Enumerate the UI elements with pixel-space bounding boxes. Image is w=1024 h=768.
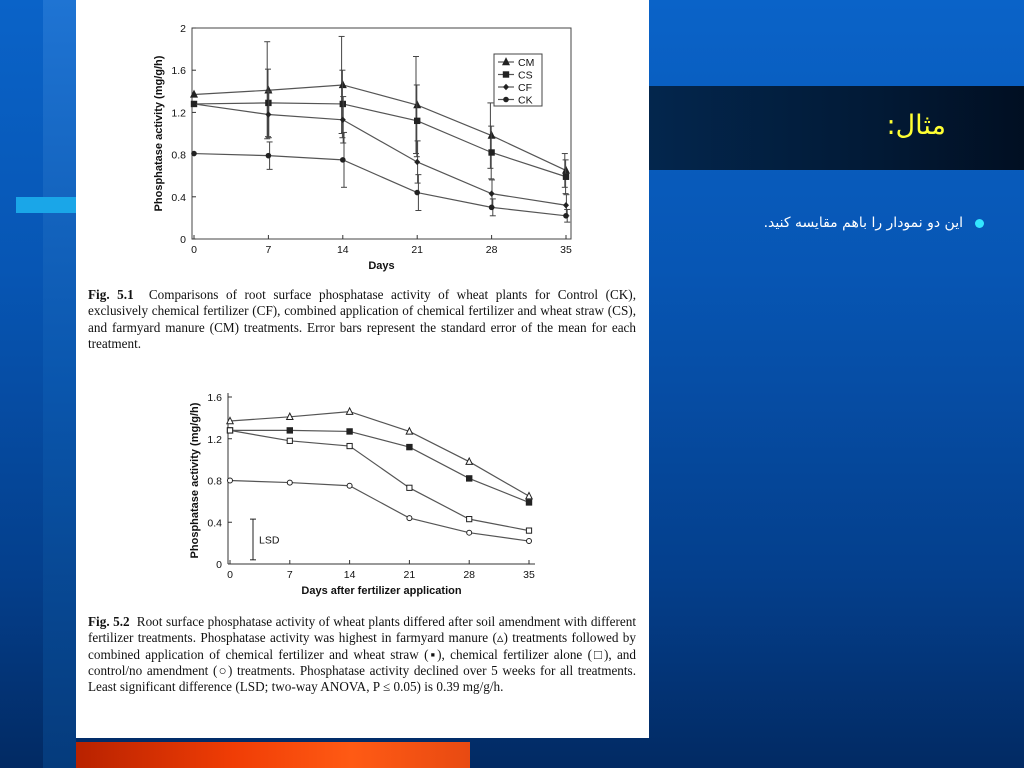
data-point-2: [227, 428, 232, 433]
figure1-caption-text: Comparisons of root surface phosphatase activity of wheat plants for Control (CK), exclusively chemical fertilizer (CF), combined application of chemical fertilizer and wheat straw (CS), and farmyard manure (CM) treatments. Error bars represent the standard error of the mean for each treatment.: [88, 287, 637, 351]
x-tick-label: 21: [411, 244, 424, 256]
x-tick-label: 28: [485, 244, 498, 256]
figure2-caption-text: Root surface phosphatase activity of wheat plants differed after soil amendment with different fertilizer treatments. Phosphatase activity was highest in farmyard manure (▵) treatments followed by combined application of chemical fertilizer and wheat straw (▪), chemical fertilizer alone (□), and control/no amendment (○) treatments. Phosphatase activity declined over 5 weeks for all treatments. Least significant difference (LSD; two-way ANOVA, P ≤ 0.05) is 0.39 mg/g/h.: [88, 614, 636, 695]
y-tick-label: 0: [180, 234, 186, 246]
figure2-caption: [88, 614, 636, 695]
x-axis-label: Days after fertilizer application: [301, 585, 462, 597]
bullet-dot-icon: [975, 219, 984, 228]
legend-label-CF: CF: [518, 82, 532, 94]
data-point-1: [466, 475, 472, 481]
accent-bar: [16, 197, 76, 213]
y-tick-label: 1.6: [171, 65, 186, 78]
y-axis-label: Phosphatase activity (mg/g/h): [189, 402, 201, 559]
x-tick-label: 35: [523, 569, 535, 581]
y-tick-label: 0: [216, 559, 222, 571]
data-point-0: [526, 492, 532, 498]
series-line-2: [230, 430, 529, 530]
legend-label-CS: CS: [518, 69, 533, 82]
y-tick-label: 1.6: [207, 392, 222, 404]
data-point-3: [527, 539, 532, 544]
y-tick-label: 1.2: [171, 107, 186, 120]
data-point-1: [526, 499, 532, 505]
bullet-text: این دو نمودار را باهم مقایسه کنید.: [763, 215, 963, 231]
legend-label-CM: CM: [518, 57, 535, 69]
data-point-2: [347, 443, 352, 448]
y-tick-label: 0.8: [207, 475, 222, 488]
x-axis-label: Days: [368, 260, 395, 272]
figure1-caption-label: Fig. 5.1: [88, 287, 134, 302]
data-point-2: [287, 438, 292, 443]
data-point-3: [228, 478, 233, 483]
bottom-decor-bar: [76, 742, 470, 768]
slide-title: مثال:: [886, 110, 946, 141]
legend-label-CK: CK: [518, 94, 533, 107]
series-line-0: [230, 412, 529, 497]
x-tick-label: 35: [560, 244, 572, 256]
x-tick-label: 0: [227, 569, 233, 581]
series-line-3: [230, 481, 529, 542]
data-point-2: [467, 517, 472, 522]
y-tick-label: 0.4: [171, 191, 186, 204]
x-tick-label: 14: [336, 244, 349, 256]
lsd-label: LSD: [259, 534, 280, 547]
x-tick-label: 7: [265, 244, 272, 256]
y-tick-label: 1.2: [207, 433, 222, 446]
data-point-1: [406, 444, 412, 450]
x-tick-label: 28: [463, 569, 476, 581]
bullet-item: [764, 215, 984, 231]
y-tick-label: 0.8: [171, 149, 186, 162]
figure2-caption-label: Fig. 5.2: [88, 614, 130, 629]
x-tick-label: 0: [191, 244, 197, 256]
data-point-2: [526, 528, 531, 533]
y-tick-label: 0.4: [207, 517, 222, 530]
figure-image: [76, 0, 649, 738]
data-point-2: [407, 485, 412, 490]
x-tick-label: 14: [343, 569, 356, 581]
data-point-3: [467, 530, 472, 535]
data-point-3: [287, 480, 292, 485]
x-tick-label: 7: [286, 569, 293, 581]
left-decor-strip: [43, 0, 76, 768]
y-axis-label: Phosphatase activity (mg/g/h): [153, 55, 165, 212]
data-point-0: [346, 408, 352, 414]
data-point-1: [287, 427, 293, 433]
data-point-3: [347, 483, 352, 488]
data-point-1: [346, 428, 352, 434]
chart-fig-5-2: [76, 0, 649, 610]
x-tick-label: 21: [403, 569, 416, 581]
data-point-3: [407, 516, 412, 521]
y-tick-label: 2: [180, 23, 186, 35]
title-band: [649, 86, 1024, 170]
